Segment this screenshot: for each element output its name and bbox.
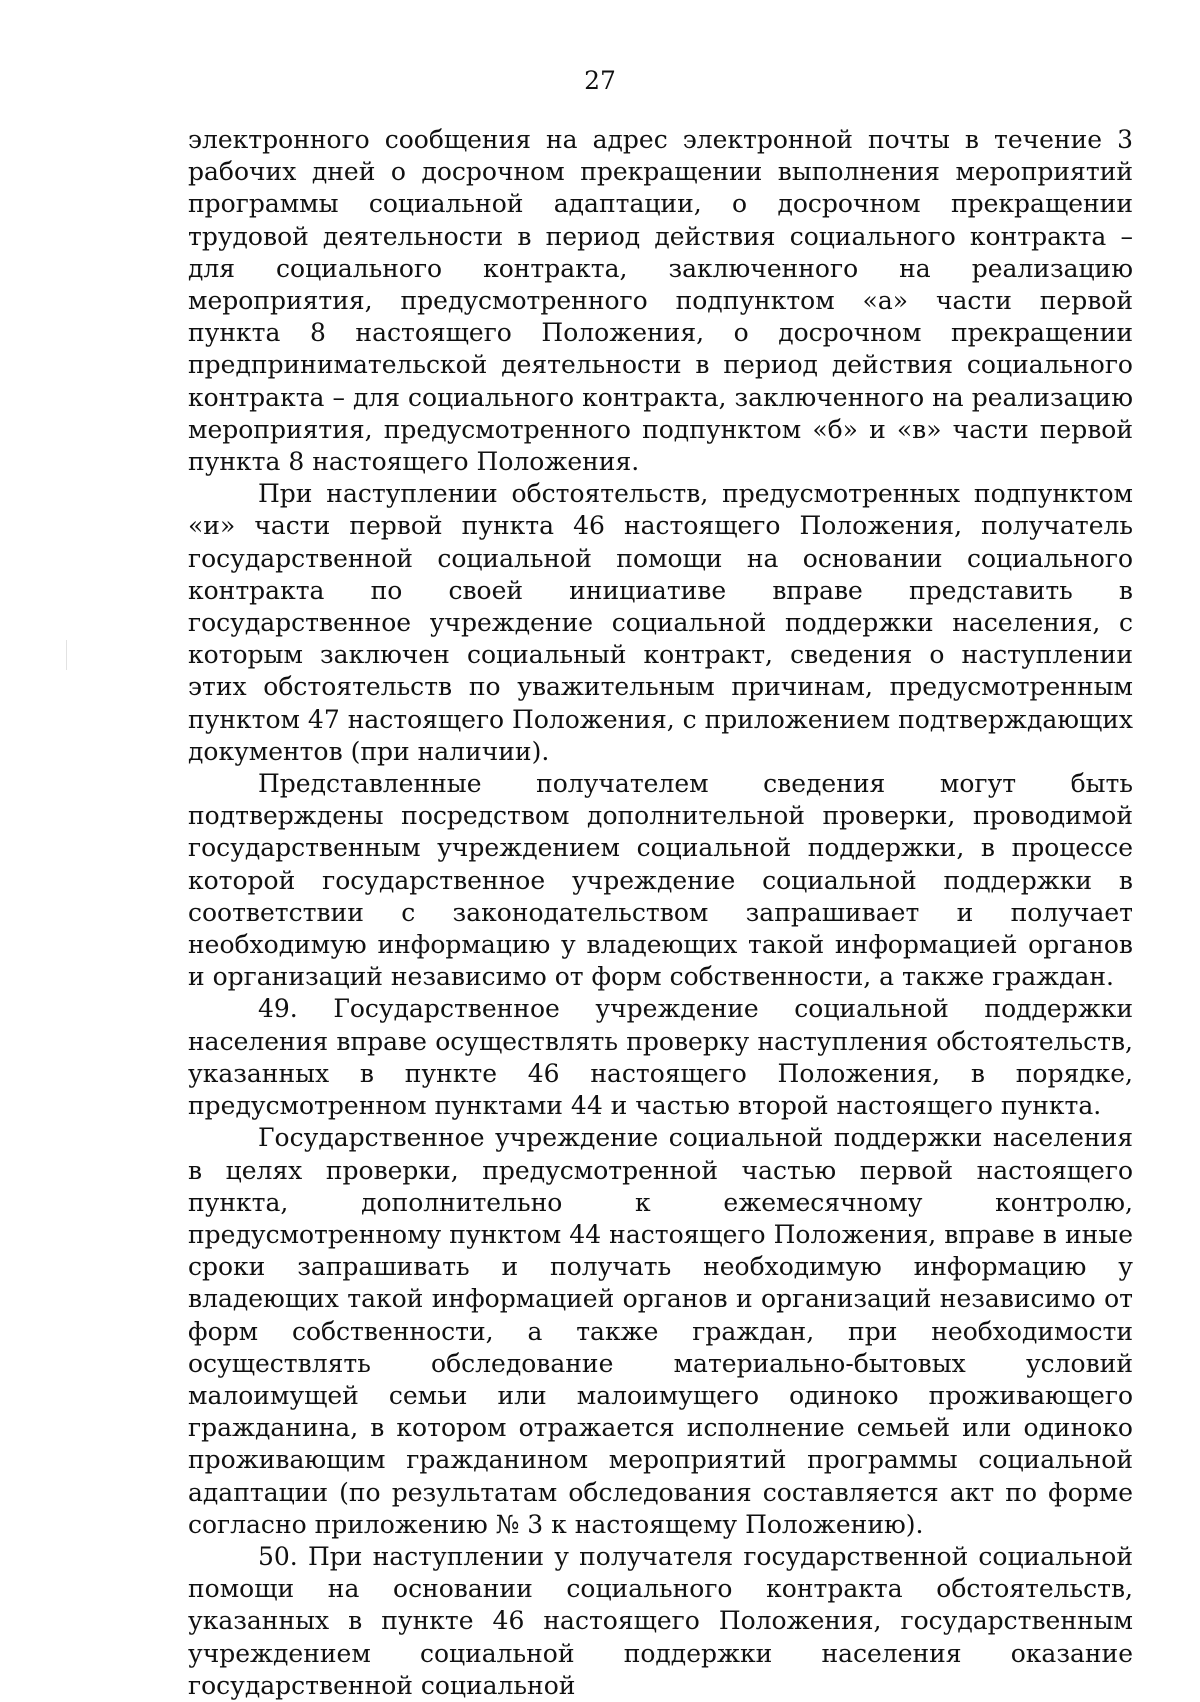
paragraph-item-50: 50. При наступлении у получателя государственной социальной помощи на основании социального контракта обстоятельств, указанных в пункте 46 настоящего Положения, государственным учреждением социальной поддержки населения оказание государственной социальной	[188, 1541, 1133, 1700]
paragraph-circumstances: При наступлении обстоятельств, предусмотренных подпунктом «и» части первой пункта 46 настоящего Положения, получатель государственной социальной помощи на основании социального контракта по своей инициативе вправе представить в государственное учреждение социальной поддержки населения, с которым заключен социальный контракт, сведения о наступлении этих обстоятельств по уважительным причинам, предусмотренным пунктом 47 настоящего Положения, с приложением подтверждающих документов (при наличии).	[188, 479, 1134, 766]
paragraph-item-49-part-2: Государственное учреждение социальной поддержки населения в целях проверки, предусмотренной частью первой настоящего пункта, дополнительно к ежемесячному контролю, предусмотренному пунктом 44 настоящего Положения, вправе в иные сроки запрашивать и получать необходимую информацию у владеющих такой информацией органов и организаций независимо от форм собственности, а также граждан, при необходимости осуществлять обследование материально-бытовых условий малоимущей семьи или малоимущего одиноко проживающего гражданина, в котором отражается исполнение семьей или одиноко проживающим гражданином мероприятий программы социальной адаптации (по результатам обследования составляется акт по форме согласно приложению № 3 к настоящему Положению).	[188, 1123, 1133, 1539]
scan-artifact	[66, 640, 67, 670]
paragraph-verification: Представленные получателем сведения могут быть подтверждены посредством дополнительной проверки, проводимой государственным учреждением социальной поддержки, в процессе которой государственное учреждение социальной поддержки в соответствии с законодательством запрашивает и получает необходимую информацию у владеющих такой информацией органов и организаций независимо от форм собственности, а также граждан.	[188, 769, 1133, 992]
paragraph-continuation: электронного сообщения на адрес электронной почты в течение 3 рабочих дней о досрочном прекращении выполнения мероприятий программы социальной адаптации, о досрочном прекращении трудовой деятельности в период действия социального контракта – для социального контракта, заключенного на реализацию мероприятия, предусмотренного подпунктом «а» части первой пункта 8 настоящего Положения, о досрочном прекращении предпринимательской деятельности в период действия социального контракта – для социального контракта, заключенного на реализацию мероприятия, предусмотренного подпунктом «б» и «в» части первой пункта 8 настоящего Положения.	[188, 125, 1133, 477]
page-number: 27	[584, 66, 616, 95]
paragraph-item-49: 49. Государственное учреждение социальной поддержки населения вправе осуществлять проверку наступления обстоятельств, указанных в пункте 46 настоящего Положения, в порядке, предусмотренном пунктами 44 и частью второй настоящего пункта.	[188, 994, 1133, 1121]
document-body	[188, 124, 1133, 1702]
